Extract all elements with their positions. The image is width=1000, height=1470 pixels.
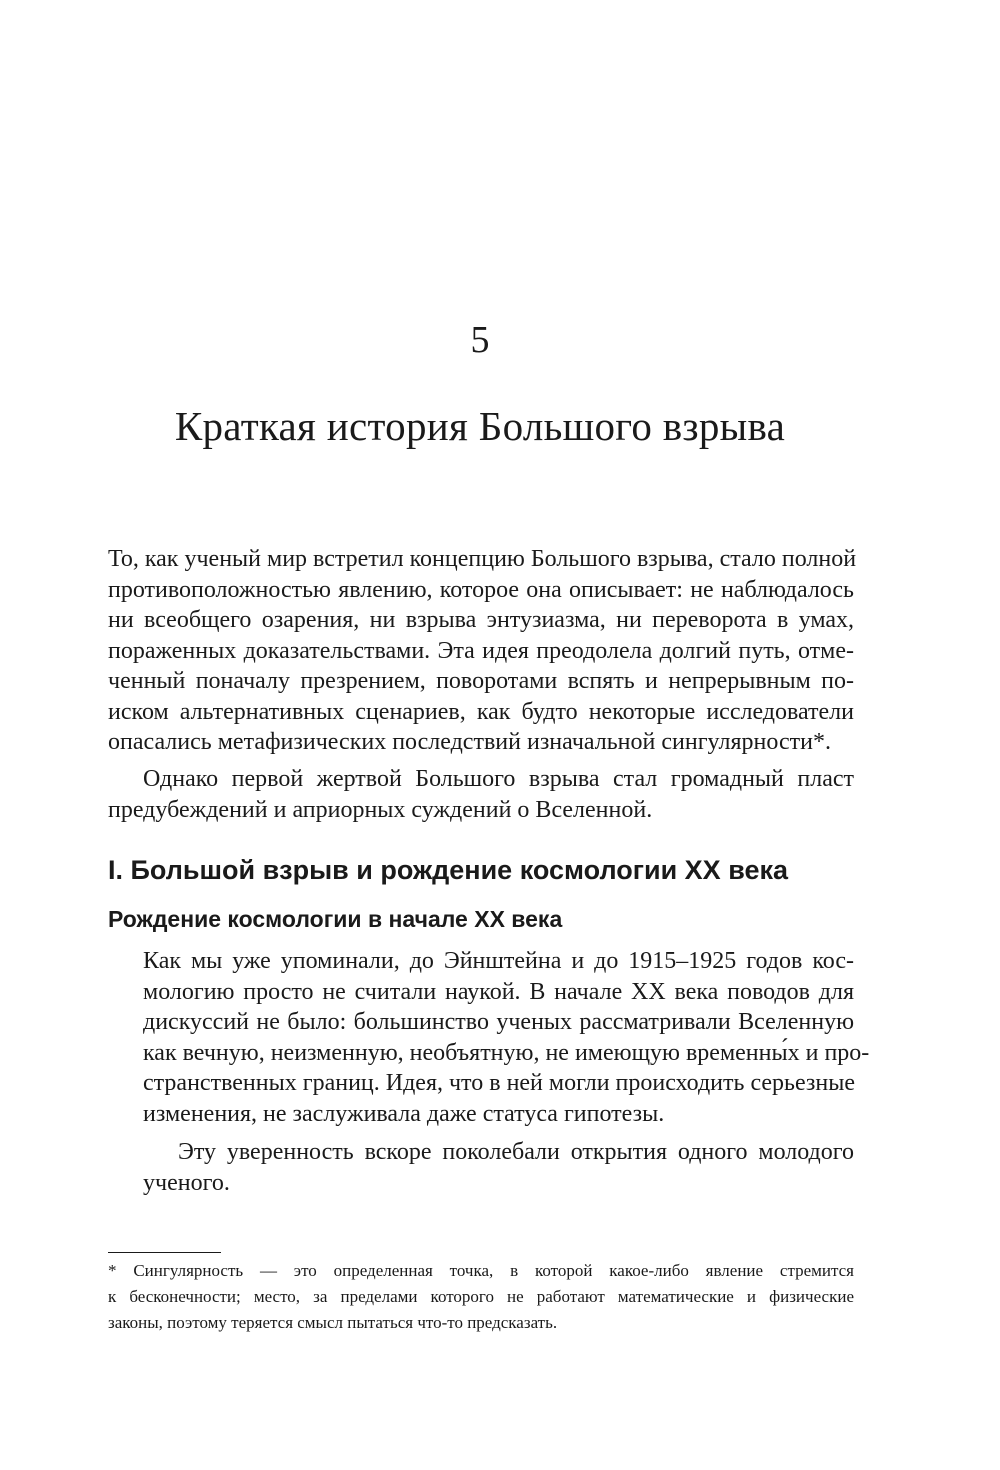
section-paragraph-1 (143, 946, 870, 1129)
footnote-divider (108, 1252, 221, 1253)
text-line: как вечную, неизменную, необъятную, не имеющую временны́х и про- (143, 1039, 870, 1066)
text-line: опасались метафизических последствий изначальной сингулярности*. (108, 729, 831, 755)
text-line: ченный поначалу презрением, поворотами вспять и непрерывным по- (108, 668, 854, 694)
chapter-number: 5 (470, 319, 490, 361)
footnote-line: к бесконечности; место, за пределами которого не работают математические и физические (108, 1287, 854, 1306)
intro-paragraph-1 (108, 544, 857, 758)
chapter-title: Краткая история Большого взрыва (174, 403, 786, 449)
text-line: противоположностью явлению, которое она описывает: не наблюдалось (108, 576, 854, 603)
text-line: Однако первой жертвой Большого взрыва стал громадный пласт (143, 766, 854, 792)
text-line: То, как ученый мир встретил концепцию Большого взрыва, стало полной (108, 546, 857, 572)
text-line: дискуссий не было: большинство ученых рассматривали Вселенную (143, 1009, 854, 1035)
text-line: иском альтернативных сценариев, как будто некоторые исследователи (108, 698, 854, 725)
text-line: Эту уверенность вскоре поколебали открытия одного молодого (178, 1139, 854, 1165)
footnote-line: законы, поэтому теряется смысл пытаться что-то предсказать. (108, 1313, 558, 1332)
section-paragraph-2 (143, 1137, 854, 1198)
footnote-line: * Сингулярность — это определенная точка, в которой какое-либо явление стремится (108, 1261, 854, 1280)
subsection-heading: Рождение космологии в начале XX века (108, 906, 563, 932)
text-line: пораженных доказательствами. Эта идея преодолела долгий путь, отме- (108, 637, 854, 664)
text-line: Как мы уже упоминали, до Эйнштейна и до 1915–1925 годов кос- (143, 948, 854, 974)
text-line: ни всеобщего озарения, ни взрыва энтузиазма, ни переворота в умах, (108, 607, 854, 633)
text-line: предубеждений и априорных суждений о Вселенной. (108, 796, 653, 823)
text-line: мологию просто не считали наукой. В начале XX века поводов для (143, 978, 854, 1005)
footnote (108, 1258, 854, 1336)
section-heading: I. Большой взрыв и рождение космологии XX века (108, 855, 788, 885)
text-line: странственных границ. Идея, что в ней могли происходить серьезные (143, 1070, 856, 1096)
text-line: ученого. (143, 1169, 230, 1196)
text-line: изменения, не заслуживала даже статуса гипотезы. (143, 1100, 665, 1127)
intro-paragraph-2 (108, 764, 854, 825)
